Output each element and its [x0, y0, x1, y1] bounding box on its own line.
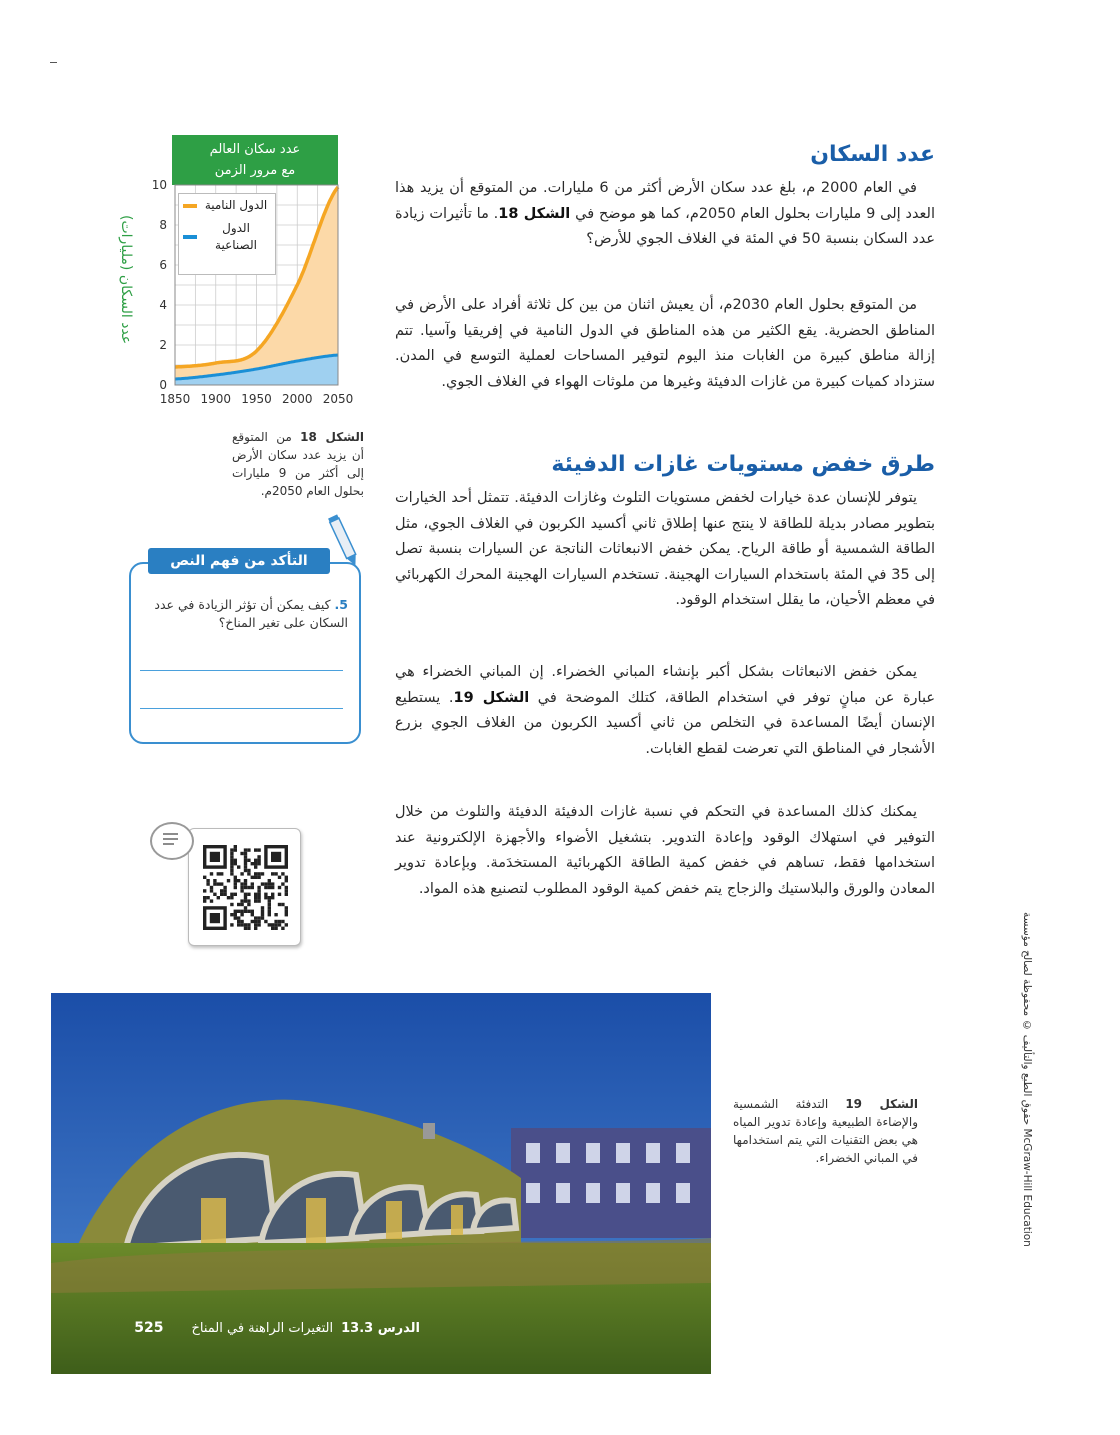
qr-module: [244, 893, 247, 896]
qr-module: [254, 876, 257, 879]
qr-module: [230, 923, 233, 926]
qr-module: [285, 886, 288, 889]
qr-module: [240, 910, 243, 913]
check-understanding-title: التأكد من فهم النص: [148, 548, 330, 574]
qr-module: [217, 872, 220, 875]
qr-module: [281, 903, 284, 906]
qr-finder-core: [210, 852, 220, 862]
qr-module: [251, 882, 254, 885]
legend-swatch-developing: [183, 204, 197, 208]
y-tick-label: 4: [159, 298, 167, 312]
qr-module: [278, 920, 281, 923]
figure19-caption: [733, 1095, 918, 1167]
qr-module: [251, 910, 254, 913]
qr-module: [213, 893, 216, 896]
qr-module: [278, 886, 281, 889]
qr-module: [257, 899, 260, 902]
qr-module: [268, 896, 271, 899]
qr-module: [257, 855, 260, 858]
legend-item-industrial: [179, 217, 275, 257]
paragraph-ghg-3: يمكنك كذلك المساعدة في التحكم في نسبة غازات الدفيئة الدفيئة والتلوث من خلال التوفير في استهلاك الوقود وإعادة التدوير. بتشغيل الأضواء والأجهزة الإلكترونية عند استخدامها فقط، تساهم في خفض كمية الطاقة الكهربائية المستخدَمة. وبإعادة تدوير المعادن والورق والبلاستيك والزجاج يتم خفض كمية الوقود المطلوب لتصنيع هذه المواد.: [395, 804, 935, 897]
question-number: 5.: [334, 597, 348, 612]
qr-module: [240, 903, 243, 906]
qr-module: [223, 893, 226, 896]
qr-module: [264, 882, 267, 885]
y-tick-label: 6: [159, 258, 167, 272]
qr-code-icon: [189, 829, 300, 945]
qr-module: [271, 882, 274, 885]
qr-module: [257, 848, 260, 851]
section-heading-population: عدد السكان: [810, 142, 935, 167]
qr-module: [206, 879, 209, 882]
qr-module: [247, 927, 250, 930]
qr-module: [247, 859, 250, 862]
qr-module: [234, 879, 237, 882]
qr-module: [251, 920, 254, 923]
qr-module: [274, 927, 277, 930]
qr-module: [234, 913, 237, 916]
qr-module: [271, 896, 274, 899]
qr-module: [227, 879, 230, 882]
qr-module: [244, 855, 247, 858]
qr-finder-core: [210, 913, 220, 923]
qr-module: [203, 896, 206, 899]
qr-module: [230, 896, 233, 899]
qr-module: [281, 927, 284, 930]
qr-module: [257, 872, 260, 875]
qr-module: [257, 923, 260, 926]
qr-module: [261, 916, 264, 919]
qr-module: [254, 920, 257, 923]
qr-module: [274, 920, 277, 923]
qr-module: [268, 903, 271, 906]
qr-module: [237, 923, 240, 926]
qr-module: [247, 899, 250, 902]
qr-module: [271, 923, 274, 926]
qr-module: [264, 893, 267, 896]
qr-module: [223, 886, 226, 889]
page-footer: [120, 1320, 420, 1336]
qr-module: [254, 862, 257, 865]
y-tick-label: 10: [151, 178, 167, 192]
qr-module: [254, 859, 257, 862]
qr-module: [271, 872, 274, 875]
x-tick-label: 1850: [159, 392, 191, 406]
page-mark: [50, 62, 57, 63]
qr-module: [285, 889, 288, 892]
qr-module: [254, 872, 257, 875]
chart-legend: [178, 193, 276, 275]
qr-module: [234, 882, 237, 885]
paragraph-population-1: في العام 2000 م، بلغ عدد سكان الأرض أكثر من 6 مليارات. من المتوقع أن يزيد هذا العدد إلى 9 مليارات بحلول العام 2050م، كما هو موضح في الشكل 18. ما تأثيرات زيادة عدد السكان بنسبة 50 في المئة في الغلاف الجوي للأرض؟: [395, 180, 935, 247]
qr-module: [220, 889, 223, 892]
qr-module: [240, 872, 243, 875]
qr-module: [274, 913, 277, 916]
qr-module: [261, 882, 264, 885]
qr-module: [264, 920, 267, 923]
qr-module: [278, 876, 281, 879]
copyright-side-text: حقوق الطبع والتأليف © محفوظة لصالح مؤسسة McGraw-Hill Education: [1021, 912, 1033, 1247]
qr-module: [254, 916, 257, 919]
figure19-text: التدفئة الشمسية والإضاءة الطبيعية وإعادة تدوير المياه هي بعض التقنيات التي يتم استخدامها في المباني الخضراء.: [733, 1097, 918, 1165]
chart-title-line1: عدد سكان العالم: [209, 142, 301, 157]
qr-module: [244, 910, 247, 913]
qr-module: [278, 903, 281, 906]
qr-module: [257, 893, 260, 896]
qr-module: [268, 899, 271, 902]
chart-ylabel: عدد السكان (مليارات): [118, 215, 134, 345]
qr-module: [244, 879, 247, 882]
paragraph-population-2: من المتوقع بحلول العام 2030م، أن يعيش اثنان من بين كل ثلاثة أفراد على الأرض في المناطق الحضرية. يقع الكثير من هذه المناطق في الدول النامية في إفريقيا وآسيا. تتم إزالة مناطق كبيرة من الغابات منذ اليوم لتوفير المساحات لعملية التوسع في المدن. ستزداد كميات كبيرة من غازات الدفيئة وغيرها من ملوثات الهواء في الغلاف الجوي.: [395, 297, 935, 390]
notes-icon: [152, 824, 188, 854]
qr-module: [230, 893, 233, 896]
qr-module: [230, 862, 233, 865]
qr-module: [257, 862, 260, 865]
figure19-label: الشكل 19: [845, 1097, 918, 1111]
qr-module: [247, 910, 250, 913]
qr-module: [210, 872, 213, 875]
qr-module: [244, 923, 247, 926]
chart-title-line2: مع مرور الزمن: [214, 163, 296, 178]
qr-module: [271, 886, 274, 889]
qr-module: [240, 882, 243, 885]
qr-module: [234, 848, 237, 851]
qr-module: [203, 889, 206, 892]
qr-module: [244, 852, 247, 855]
qr-module: [213, 882, 216, 885]
figure18-caption: [232, 428, 364, 500]
qr-module: [234, 845, 237, 848]
qr-module: [254, 848, 257, 851]
qr-module: [268, 882, 271, 885]
qr-module: [247, 886, 250, 889]
qr-module: [254, 923, 257, 926]
qr-module: [257, 920, 260, 923]
qr-module: [264, 896, 267, 899]
qr-module: [281, 882, 284, 885]
qr-module: [278, 893, 281, 896]
qr-module: [285, 893, 288, 896]
qr-module: [217, 896, 220, 899]
qr-module: [244, 862, 247, 865]
legend-label-developing: الدول النامية: [204, 198, 268, 212]
qr-module: [230, 869, 233, 872]
qr-code-card[interactable]: [188, 828, 301, 946]
qr-module: [210, 899, 213, 902]
qr-module: [281, 872, 284, 875]
qr-module: [234, 862, 237, 865]
qr-module: [257, 886, 260, 889]
qr-module: [244, 927, 247, 930]
qr-module: [268, 879, 271, 882]
qr-module: [264, 886, 267, 889]
qr-module: [240, 913, 243, 916]
qr-module: [203, 899, 206, 902]
qr-module: [257, 859, 260, 862]
qr-module: [244, 882, 247, 885]
legend-label-industrial: الدول الصناعية: [215, 221, 257, 252]
qr-module: [230, 872, 233, 875]
answer-line-2[interactable]: [140, 708, 343, 709]
question-text: كيف يمكن أن تؤثر الزيادة في عدد السكان على تغير المناخ؟: [154, 597, 348, 630]
qr-module: [251, 876, 254, 879]
qr-module: [257, 896, 260, 899]
speech-bubble-icon: [150, 822, 194, 860]
qr-module: [213, 879, 216, 882]
qr-module: [230, 859, 233, 862]
figure18-text: من المتوقع أن يزيد عدد سكان الأرض إلى أكثر من 9 مليارات بحلول العام 2050م.: [232, 430, 364, 498]
qr-module: [244, 886, 247, 889]
qr-module: [234, 893, 237, 896]
qr-module: [240, 852, 243, 855]
qr-module: [230, 848, 233, 851]
qr-module: [254, 927, 257, 930]
x-tick-label: 1900: [200, 392, 232, 406]
y-tick-label: 8: [159, 218, 167, 232]
qr-module: [254, 896, 257, 899]
qr-module: [247, 869, 250, 872]
qr-module: [268, 886, 271, 889]
qr-module: [234, 876, 237, 879]
qr-module: [257, 876, 260, 879]
qr-module: [257, 889, 260, 892]
qr-module: [230, 913, 233, 916]
qr-module: [240, 899, 243, 902]
qr-module: [244, 848, 247, 851]
qr-module: [237, 920, 240, 923]
qr-module: [234, 859, 237, 862]
figure18-label: الشكل 18: [300, 430, 364, 444]
qr-module: [251, 886, 254, 889]
paragraph-ghg-2: يمكن خفض الانبعاثات بشكل أكبر بإنشاء المباني الخضراء. إن المباني الخضراء هي عبارة عن مبانٍ توفر في استخدام الطاقة، كتلك الموضحة في الشكل 19. يستطيع الإنسان أيضًا المساعدة في التخلص من ثاني أكسيد الكربون من الغلاف الجوي بزرع الأشجار في المناطق التي تعرضت لقطع الغابات.: [395, 664, 935, 757]
chart-ylabel-wrap: [118, 200, 148, 360]
section-heading-ghg: طرق خفض مستويات غازات الدفيئة: [551, 452, 935, 477]
qr-module: [220, 882, 223, 885]
footer-lesson: الدرس 13.3: [341, 1320, 420, 1336]
qr-module: [257, 916, 260, 919]
qr-module: [227, 896, 230, 899]
qr-module: [234, 916, 237, 919]
qr-module: [220, 893, 223, 896]
x-tick-label: 2000: [281, 392, 313, 406]
qr-module: [223, 889, 226, 892]
qr-module: [281, 920, 284, 923]
qr-module: [220, 872, 223, 875]
qr-module: [274, 872, 277, 875]
qr-module: [237, 903, 240, 906]
qr-module: [254, 893, 257, 896]
qr-module: [247, 848, 250, 851]
qr-module: [285, 913, 288, 916]
qr-module: [237, 910, 240, 913]
qr-module: [268, 923, 271, 926]
qr-module: [247, 903, 250, 906]
qr-module: [268, 906, 271, 909]
qr-module: [230, 865, 233, 868]
qr-module: [271, 893, 274, 896]
answer-line-1[interactable]: [140, 670, 343, 671]
qr-module: [234, 886, 237, 889]
qr-module: [244, 906, 247, 909]
qr-module: [240, 920, 243, 923]
qr-module: [271, 927, 274, 930]
qr-module: [251, 862, 254, 865]
qr-module: [274, 923, 277, 926]
qr-module: [230, 903, 233, 906]
qr-module: [261, 910, 264, 913]
check-understanding-box: [129, 562, 361, 744]
legend-item-developing: [179, 194, 275, 217]
qr-module: [210, 889, 213, 892]
qr-module: [261, 913, 264, 916]
qr-module: [268, 910, 271, 913]
qr-module: [206, 896, 209, 899]
qr-module: [251, 913, 254, 916]
qr-module: [254, 899, 257, 902]
qr-module: [261, 872, 264, 875]
qr-module: [254, 865, 257, 868]
qr-module: [244, 859, 247, 862]
earth-houses-image: [51, 993, 711, 1374]
qr-module: [285, 923, 288, 926]
qr-module: [217, 882, 220, 885]
qr-module: [278, 923, 281, 926]
qr-module: [240, 923, 243, 926]
green-buildings-photo: [51, 993, 711, 1374]
qr-module: [244, 896, 247, 899]
qr-module: [237, 879, 240, 882]
y-tick-label: 0: [159, 378, 167, 392]
qr-module: [240, 889, 243, 892]
qr-module: [244, 865, 247, 868]
qr-module: [285, 906, 288, 909]
qr-module: [203, 876, 206, 879]
qr-module: [237, 865, 240, 868]
footer-title: التغيرات الراهنة في المناخ: [191, 1320, 334, 1336]
qr-module: [244, 869, 247, 872]
qr-module: [285, 879, 288, 882]
qr-finder-core: [271, 852, 281, 862]
qr-module: [240, 886, 243, 889]
paragraph-ghg-1: يتوفر للإنسان عدة خيارات لخفض مستويات التلوث وغازات الدفيئة. تتمثل أحد الخيارات بتطوير مصادر بديلة للطاقة لا ينتج عنها إطلاق ثاني أكسيد الكربون في الغلاف الجوي، مثل الطاقة الشمسية أو طاقة الرياح. يمكن خفض الانبعاثات الناتجة عن السيارات بنسبة تصل إلى 35 في المئة باستخدام السيارات الهجينة. تستخدم السيارات الهجينة المحرك الكهربائي في معظم الأحيان، ما يقلل استخدام الوقود.: [395, 490, 935, 608]
y-tick-label: 2: [159, 338, 167, 352]
qr-module: [268, 913, 271, 916]
qr-module: [261, 906, 264, 909]
qr-module: [210, 886, 213, 889]
x-tick-label: 1950: [241, 392, 272, 406]
qr-module: [247, 872, 250, 875]
page-number: 525: [134, 1320, 164, 1336]
qr-module: [230, 852, 233, 855]
qr-module: [247, 923, 250, 926]
check-question: [138, 596, 348, 632]
qr-module: [230, 855, 233, 858]
x-tick-label: 2050: [322, 392, 354, 406]
qr-module: [247, 893, 250, 896]
qr-module: [237, 916, 240, 919]
qr-module: [285, 910, 288, 913]
legend-swatch-industrial: [183, 235, 197, 239]
qr-module: [206, 882, 209, 885]
qr-module: [285, 876, 288, 879]
qr-module: [244, 899, 247, 902]
qr-module: [234, 910, 237, 913]
